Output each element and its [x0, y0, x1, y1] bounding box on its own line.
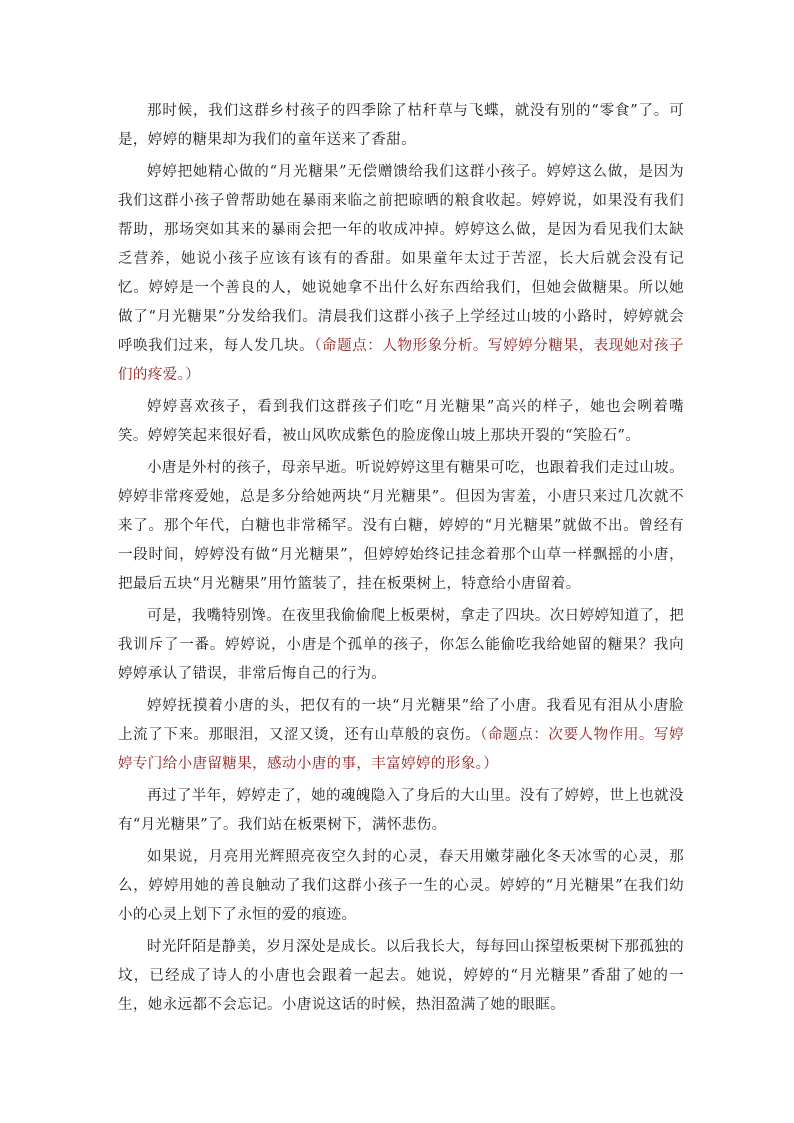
exam-annotation: （命题点：人物形象分析。写婷婷分糖果，表现她对孩子们的疼爱。）: [118, 338, 685, 383]
paragraph-6: 婷婷抚摸着小唐的头，把仅有的一块“月光糖果”给了小唐。我看见有泪从小唐脸上流了下来。那眼泪，又涩又烫，还有山草般的哀伤。（命题点：次要人物作用。写婷婷专门给小唐留糖果，感动小唐的事，丰富婷婷的形象。）: [118, 698, 684, 772]
paragraph-7: 再过了半年，婷婷走了，她的魂魄隐入了身后的大山里。没有了婷婷，世上也就没有“月光糖果”了。我们站在板栗树下，满怀悲伤。: [118, 788, 684, 833]
paragraph-4: 小唐是外村的孩子，母亲早逝。听说婷婷这里有糖果可吃，也跟着我们走过山坡。婷婷非常疼爱她，总是多分给她两块“月光糖果”。但因为害羞，小唐只来过几次就不来了。那个年代，白糖也非常稀罕。没有白糖，婷婷的“月光糖果”就做不出。曾经有一段时间，婷婷没有做“月光糖果”，但婷婷始终记挂念着那个山草一样飘摇的小唐，把最后五块“月光糖果”用竹篮装了，挂在板栗树上，特意给小唐留着。: [118, 460, 684, 592]
paragraph-1: 那时候，我们这群乡村孩子的四季除了枯秆草与飞蝶，就没有别的“零食”了。可是，婷婷的糖果却为我们的童年送来了香甜。: [118, 103, 684, 148]
paragraph-9: 时光阡陌是静美，岁月深处是成长。以后我长大，每每回山探望板栗树下那孤独的坟，已经成了诗人的小唐也会跟着一起去。她说，婷婷的“月光糖果”香甜了她的一生，她永远都不会忘记。小唐说这话的时候，热泪盈满了她的眼眶。: [118, 939, 684, 1013]
paragraph-3: 婷婷喜欢孩子，看到我们这群孩子们吃“月光糖果”高兴的样子，她也会咧着嘴笑。婷婷笑起来很好看，被山风吹成紫色的脸庞像山坡上那块开裂的“笑脸石”。: [118, 399, 684, 444]
paragraph-2: 婷婷把她精心做的“月光糖果”无偿赠馈给我们这群小孩子。婷婷这么做，是因为我们这群小孩子曾帮助她在暴雨来临之前把晾晒的粮食收起。婷婷说，如果没有我们帮助，那场突如其来的暴雨会把一年的收成冲掉。婷婷这么做，是因为看见我们太缺乏营养，她说小孩子应该有该有的香甜。如果童年太过于苦涩，长大后就会没有记忆。婷婷是一个善良的人，她说她拿不出什么好东西给我们，但她会做糖果。所以她做了“月光糖果”分发给我们。清晨我们这群小孩子上学经过山坡的小路时，婷婷就会呼唤我们过来，每人发几块。（命题点：人物形象分析。写婷婷分糖果，表现她对孩子们的疼爱。）: [118, 164, 685, 383]
paragraph-8: 如果说，月亮用光辉照亮夜空久封的心灵，春天用嫩芽融化冬天冰雪的心灵，那么，婷婷用她的善良触动了我们这群小孩子一生的心灵。婷婷的“月光糖果”在我们幼小的心灵上划下了永恒的爱的痕迹。: [118, 849, 684, 923]
exam-annotation: （命题点：次要人物作用。写婷婷专门给小唐留糖果，感动小唐的事，丰富婷婷的形象。）: [118, 727, 684, 772]
paragraph-5: 可是，我嘴特别馋。在夜里我偷偷爬上板栗树，拿走了四块。次日婷婷知道了，把我训斥了一番。婷婷说，小唐是个孤单的孩子，你怎么能偷吃我给她留的糖果？我向婷婷承认了错误，非常后悔自己的行为。: [118, 608, 684, 682]
article-body: [118, 97, 684, 1023]
